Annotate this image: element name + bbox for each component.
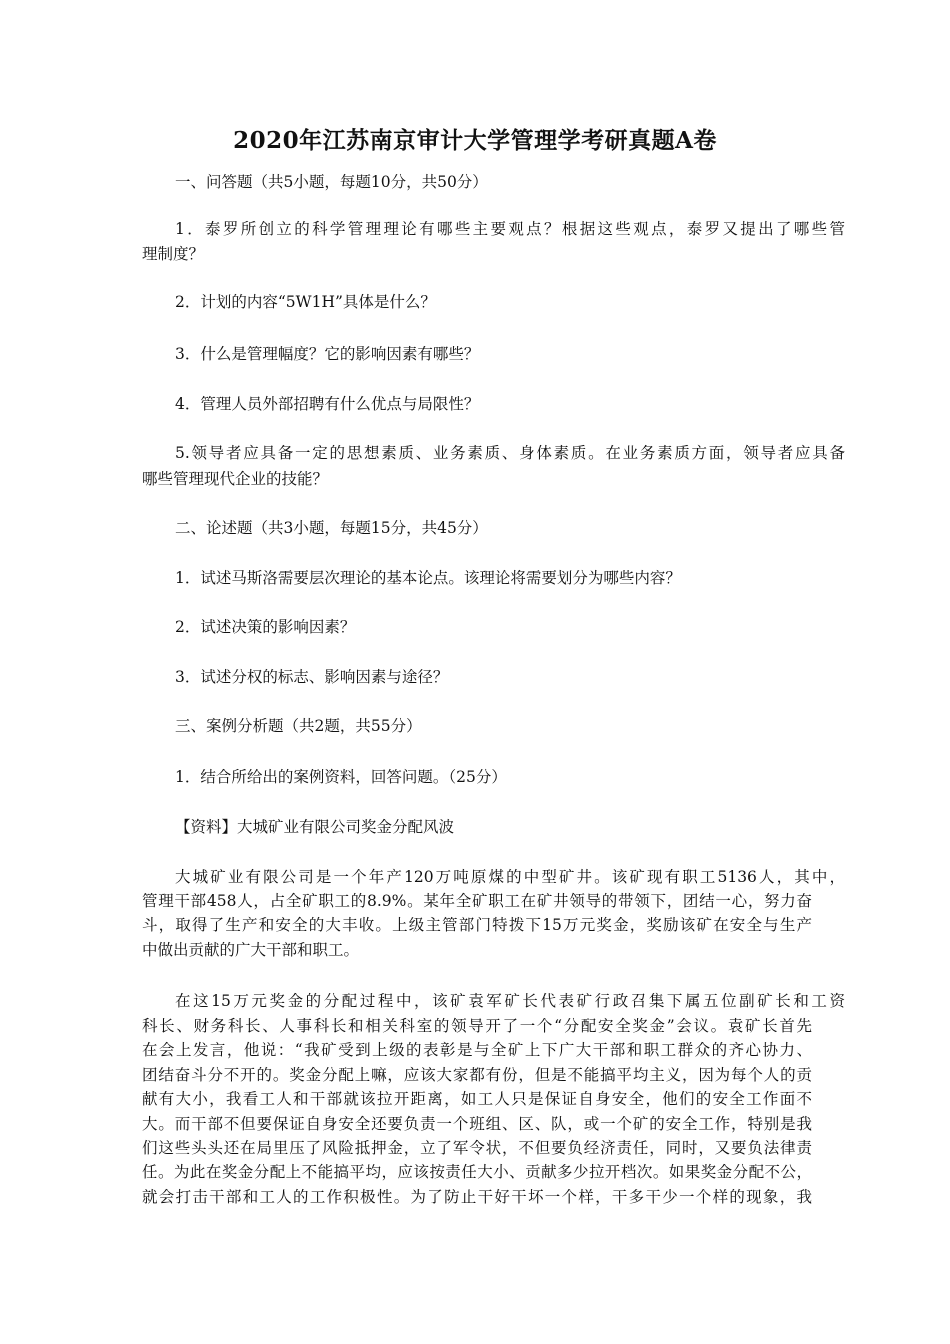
question-line: 哪些管理现代企业的技能？ bbox=[142, 470, 329, 488]
case-paragraph-line: 大。而干部不但要保证自身安全还要负责一个班组、区、队，或一个矿的安全工作，特别是我 bbox=[142, 1115, 812, 1133]
question-line: 2．试述决策的影响因素？ bbox=[175, 618, 356, 636]
case-paragraph-line: 大城矿业有限公司是一个年产120万吨原煤的中型矿井。该矿现有职工5136人，其中， bbox=[175, 868, 845, 886]
case-paragraph-line: 科长、财务科长、人事科长和相关科室的领导开了一个“分配安全奖金”会议。袁矿长首先 bbox=[142, 1017, 812, 1035]
case-paragraph-line: 献有大小，我看工人和干部就该拉开距离，如工人只是保证自身安全，他们的安全工作面不 bbox=[142, 1090, 812, 1108]
question-line: 2．计划的内容“5W1H”具体是什么？ bbox=[175, 293, 436, 311]
section-heading-case: 三、案例分析题（共2题，共55分） bbox=[175, 717, 422, 735]
question-line: 理制度？ bbox=[142, 245, 205, 263]
case-paragraph-line: 们这些头头还在局里压了风险抵押金，立了军令状，不但要负经济责任，同时，又要负法律责 bbox=[142, 1139, 812, 1157]
case-paragraph-line: 斗，取得了生产和安全的大丰收。上级主管部门特拨下15万元奖金，奖励该矿在安全与生产 bbox=[142, 916, 812, 934]
document-title: 2020年江苏南京审计大学管理学考研真题A卷 bbox=[233, 127, 717, 154]
case-paragraph-line: 就会打击干部和工人的工作积极性。为了防止干好干坏一个样，干多干少一个样的现象，我 bbox=[142, 1188, 812, 1206]
case-paragraph-line: 管理干部458人，占全矿职工的8.9%。某年全矿职工在矿井领导的带领下，团结一心，努力奋 bbox=[142, 892, 812, 910]
case-paragraph-line: 在会上发言，他说：“我矿受到上级的表彰是与全矿上下广大干部和职工群众的齐心协力、 bbox=[142, 1041, 812, 1059]
case-paragraph-line: 团结奋斗分不开的。奖金分配上嘛，应该大家都有份，但是不能搞平均主义，因为每个人的贡 bbox=[142, 1066, 812, 1084]
question-line: 5.领导者应具备一定的思想素质、业务素质、身体素质。在业务素质方面，领导者应具备 bbox=[175, 444, 845, 462]
question-line: 1．泰罗所创立的科学管理理论有哪些主要观点？根据这些观点，泰罗又提出了哪些管 bbox=[175, 220, 845, 238]
question-line: 1．结合所给出的案例资料，回答问题。（25分） bbox=[175, 768, 507, 786]
section-heading-qa: 一、问答题（共5小题，每题10分，共50分） bbox=[175, 173, 488, 191]
question-line: 3．试述分权的标志、影响因素与途径？ bbox=[175, 668, 449, 686]
question-line: 3．什么是管理幅度？它的影响因素有哪些？ bbox=[175, 345, 480, 363]
section-heading-essay: 二、论述题（共3小题，每题15分，共45分） bbox=[175, 519, 488, 537]
question-line: 4．管理人员外部招聘有什么优点与局限性？ bbox=[175, 395, 480, 413]
case-paragraph-line: 任。为此在奖金分配上不能搞平均，应该按责任大小、贡献多少拉开档次。如果奖金分配不公， bbox=[142, 1163, 812, 1181]
case-material-heading: 【资料】大城矿业有限公司奖金分配风波 bbox=[175, 818, 455, 836]
case-paragraph-line: 中做出贡献的广大干部和职工。 bbox=[142, 941, 360, 959]
question-line: 1．试述马斯洛需要层次理论的基本论点。该理论将需要划分为哪些内容？ bbox=[175, 569, 681, 587]
case-paragraph-line: 在这15万元奖金的分配过程中，该矿袁军矿长代表矿行政召集下属五位副矿长和工资 bbox=[175, 992, 845, 1010]
